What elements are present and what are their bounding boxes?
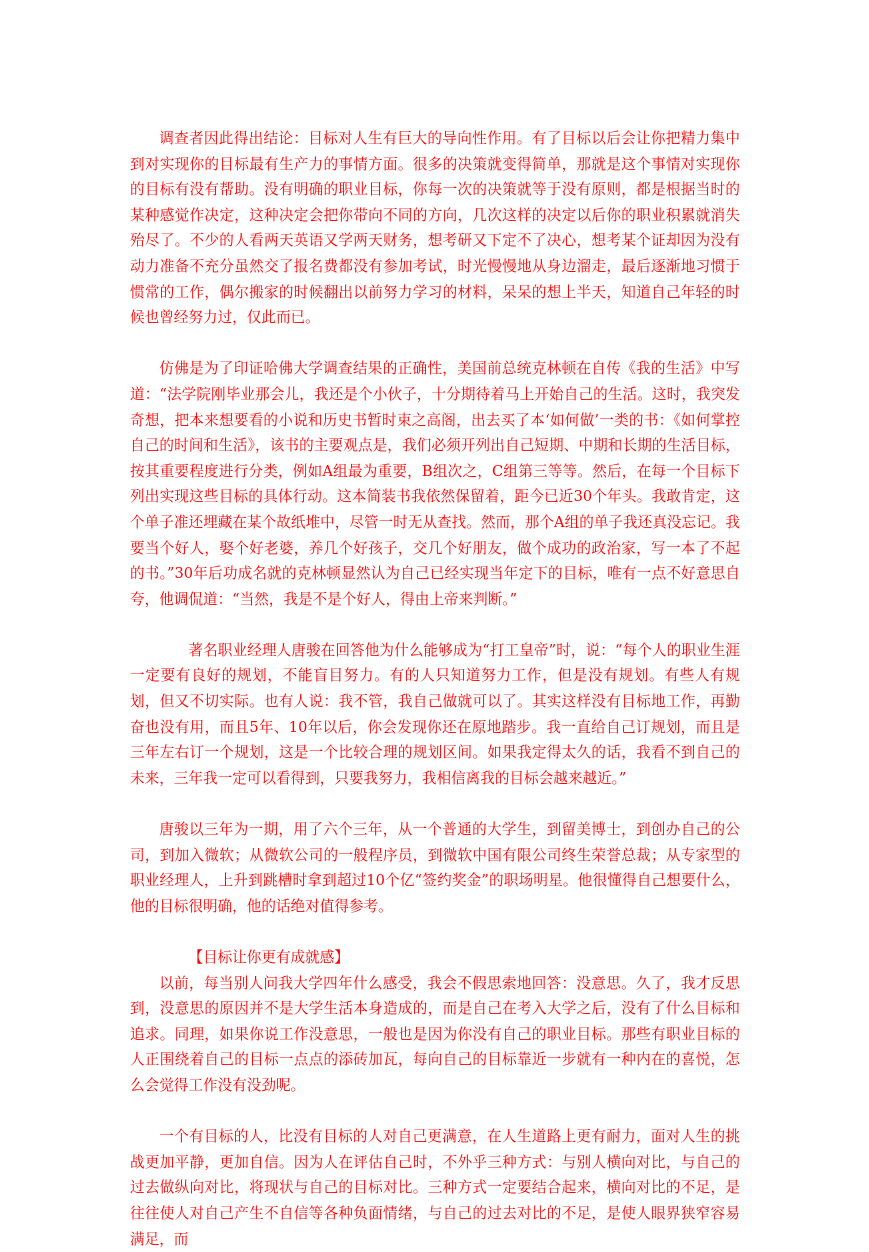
- section-heading: 【目标让你更有成就感】: [188, 949, 349, 966]
- paragraph-conclusion: 调查者因此得出结论：目标对人生有巨大的导向性作用。有了目标以后会让你把精力集中到对实现你的目标最有生产力的事情方面。很多的决策就变得简单，那就是这个事情对实现你的目标有没有帮助。没有明确的职业目标，你每一次的决策就等于没有原则，都是根据当时的某种感觉作决定，这种决定会把你带向不同的方向，几次这样的决定以后你的职业积累就消失殆尽了。不少的人看两天英语又学两天财务，想考研又下定不了决心，想考某个证却因为没有动力准备不充分虽然交了报名费都没有参加考试，时光慢慢地从身边溜走，最后逐渐地习惯于惯常的工作，偶尔搬家的时候翻出以前努力学习的材料，呆呆的想上半天，知道自己年轻的时候也曾经努力过，仅此而已。: [130, 130, 740, 327]
- paragraph-tang-jun-quote: 著名职业经理人唐骏在回答他为什么能够成为“打工皇帝”时，说：“每个人的职业生涯一定要有良好的规划，不能盲目努力。有的人只知道努力工作，但是没有规划。有些人有规划，但又不切实际。也有人说：我不管，我自己做就可以了。其实这样没有目标地工作，再勤奋也没有用，而且5年、10年以后，你会发现你还在原地踏步。我一直给自己订规划，而且是三年左右订一个规划，这是一个比较合理的规划区间。如果我定得太久的话，我看不到自己的未来，三年我一定可以看得到，只要我努力，我相信离我的目标会越来越近。”: [130, 641, 740, 787]
- paragraph-self-evaluation: 一个有目标的人，比没有目标的人对自己更满意，在人生道路上更有耐力，面对人生的挑战更加平静，更加自信。因为人在评估自己时，不外乎三种方式：与别人横向对比，与自己的过去做纵向对比，将现状与自己的目标对比。三种方式一定要结合起来，横向对比的不足，是往往使人对自己产生不自信等各种负面情绪，与自己的过去对比的不足，是使人眼界狭窄容易满足，而: [130, 1128, 740, 1248]
- paragraph-college-reflection: 以前，每当别人问我大学四年什么感受，我会不假思索地回答：没意思。久了，我才反思到，没意思的原因并不是大学生活本身造成的，而是自己在考入大学之后，没有了什么目标和追求。同理，如果你说工作没意思，一般也是因为你没有自己的职业目标。那些有职业目标的人正围绕着自己的目标一点点的添砖加瓦，每向自己的目标靠近一步就有一种内在的喜悦，怎么会觉得工作没有没劲呢。: [130, 974, 740, 1094]
- document-body: [130, 126, 740, 1252]
- paragraph-tang-jun-career: 唐骏以三年为一期，用了六个三年，从一个普通的大学生，到留美博士，到创办自己的公司，到加入微软；从微软公司的一般程序员，到微软中国有限公司终生荣誉总裁；从专家型的职业经理人，上升到跳槽时拿到超过10个亿“签约奖金”的职场明星。他很懂得自己想要什么，他的目标很明确，他的话绝对值得参考。: [130, 821, 740, 915]
- paragraph-clinton-quote: 仿佛是为了印证哈佛大学调查结果的正确性，美国前总统克林顿在自传《我的生活》中写道：“法学院刚毕业那会儿，我还是个小伙子，十分期待着马上开始自己的生活。这时，我突发奇想，把本来想要看的小说和历史书暂时束之高阁，出去买了本‘如何做’一类的书：《如何掌控自己的时间和生活》，该书的主要观点是，我们必须开列出自己短期、中期和长期的生活目标，按其重要程度进行分类，例如A组最为重要，B组次之，C组第三等等。然后，在每一个目标下列出实现这些目标的具体行动。这本简装书我依然保留着，距今已近30个年头。我敢肯定，这个单子准还埋藏在某个故纸堆中，尽管一时无从查找。然而，那个A组的单子我还真没忘记。我要当个好人，娶个好老婆，养几个好孩子，交几个好朋友，做个成功的政治家，写一本了不起的书。”30年后功成名就的克林顿显然认为自己已经实现当年定下的目标，唯有一点不好意思自夸，他调侃道：“当然，我是不是个好人，得由上帝来判断。”: [130, 360, 740, 608]
